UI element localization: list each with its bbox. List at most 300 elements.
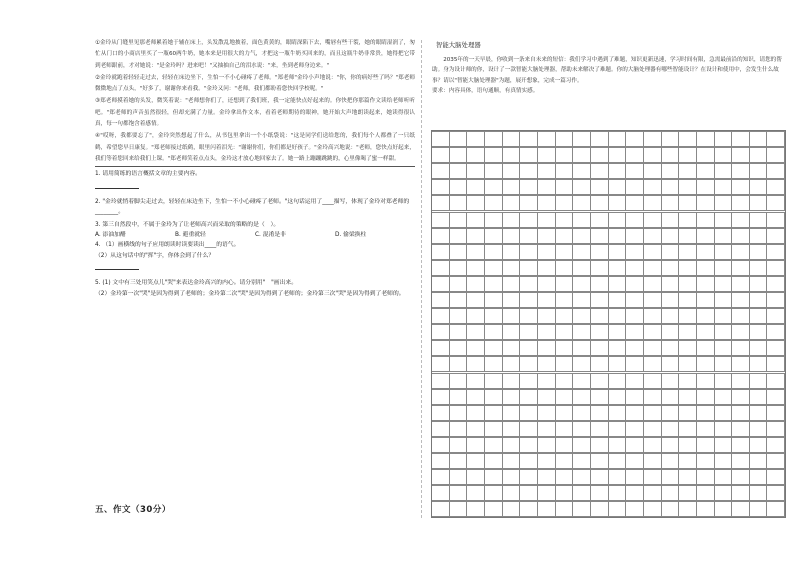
grid-cell[interactable] (485, 389, 503, 405)
grid-cell[interactable] (538, 389, 556, 405)
grid-cell[interactable] (503, 437, 521, 453)
grid-cell[interactable] (644, 389, 662, 405)
grid-cell[interactable] (715, 244, 733, 260)
composition-grid[interactable] (431, 130, 786, 518)
grid-cell[interactable] (591, 324, 609, 340)
grid-cell[interactable] (697, 356, 715, 372)
grid-cell[interactable] (503, 453, 521, 469)
grid-cell[interactable] (644, 421, 662, 437)
grid-cell[interactable] (485, 260, 503, 276)
grid-cell[interactable] (767, 131, 785, 147)
grid-cell[interactable] (767, 163, 785, 179)
grid-cell[interactable] (644, 469, 662, 485)
grid-cell[interactable] (679, 292, 697, 308)
grid-cell[interactable] (732, 405, 750, 421)
grid-cell[interactable] (520, 340, 538, 356)
grid-cell[interactable] (609, 131, 627, 147)
grid-cell[interactable] (679, 308, 697, 324)
grid-cell[interactable] (467, 228, 485, 244)
grid-cell[interactable] (573, 324, 591, 340)
grid-cell[interactable] (662, 179, 680, 195)
grid-cell[interactable] (697, 453, 715, 469)
grid-cell[interactable] (644, 276, 662, 292)
grid-cell[interactable] (591, 405, 609, 421)
grid-cell[interactable] (609, 276, 627, 292)
grid-cell[interactable] (591, 340, 609, 356)
grid-cell[interactable] (503, 292, 521, 308)
grid-cell[interactable] (662, 212, 680, 228)
grid-cell[interactable] (503, 163, 521, 179)
grid-cell[interactable] (626, 437, 644, 453)
grid-cell[interactable] (662, 453, 680, 469)
grid-cell[interactable] (432, 195, 450, 211)
grid-cell[interactable] (503, 212, 521, 228)
grid-cell[interactable] (467, 292, 485, 308)
grid-cell[interactable] (467, 373, 485, 389)
grid-cell[interactable] (732, 131, 750, 147)
grid-cell[interactable] (732, 163, 750, 179)
grid-cell[interactable] (662, 501, 680, 517)
grid-cell[interactable] (644, 324, 662, 340)
grid-cell[interactable] (485, 421, 503, 437)
grid-cell[interactable] (644, 437, 662, 453)
grid-cell[interactable] (573, 389, 591, 405)
grid-cell[interactable] (609, 501, 627, 517)
grid-cell[interactable] (715, 437, 733, 453)
grid-cell[interactable] (432, 340, 450, 356)
grid-cell[interactable] (732, 485, 750, 501)
grid-cell[interactable] (697, 212, 715, 228)
grid-cell[interactable] (503, 228, 521, 244)
grid-cell[interactable] (715, 356, 733, 372)
grid-cell[interactable] (626, 308, 644, 324)
grid-cell[interactable] (750, 163, 768, 179)
grid-cell[interactable] (732, 276, 750, 292)
grid-cell[interactable] (732, 324, 750, 340)
grid-cell[interactable] (679, 244, 697, 260)
option-a[interactable]: A. 添油加醋 (95, 232, 126, 239)
grid-cell[interactable] (556, 324, 574, 340)
grid-cell[interactable] (591, 228, 609, 244)
grid-cell[interactable] (503, 421, 521, 437)
grid-cell[interactable] (467, 389, 485, 405)
grid-cell[interactable] (626, 131, 644, 147)
grid-cell[interactable] (732, 469, 750, 485)
grid-cell[interactable] (767, 421, 785, 437)
grid-cell[interactable] (609, 437, 627, 453)
grid-cell[interactable] (538, 147, 556, 163)
grid-cell[interactable] (697, 260, 715, 276)
grid-cell[interactable] (767, 437, 785, 453)
grid-cell[interactable] (538, 421, 556, 437)
grid-cell[interactable] (662, 485, 680, 501)
answer-line-4[interactable] (95, 261, 139, 270)
grid-cell[interactable] (626, 292, 644, 308)
grid-cell[interactable] (573, 260, 591, 276)
grid-cell[interactable] (556, 260, 574, 276)
grid-cell[interactable] (520, 228, 538, 244)
grid-cell[interactable] (485, 437, 503, 453)
grid-cell[interactable] (520, 437, 538, 453)
grid-cell[interactable] (679, 195, 697, 211)
grid-cell[interactable] (450, 228, 468, 244)
grid-cell[interactable] (538, 212, 556, 228)
grid-cell[interactable] (715, 421, 733, 437)
grid-cell[interactable] (485, 485, 503, 501)
grid-cell[interactable] (609, 389, 627, 405)
grid-cell[interactable] (697, 179, 715, 195)
grid-cell[interactable] (679, 179, 697, 195)
grid-cell[interactable] (750, 485, 768, 501)
grid-cell[interactable] (679, 356, 697, 372)
grid-cell[interactable] (609, 405, 627, 421)
grid-cell[interactable] (520, 195, 538, 211)
grid-cell[interactable] (503, 276, 521, 292)
grid-cell[interactable] (450, 469, 468, 485)
grid-cell[interactable] (679, 147, 697, 163)
grid-cell[interactable] (467, 308, 485, 324)
grid-cell[interactable] (538, 469, 556, 485)
grid-cell[interactable] (609, 373, 627, 389)
grid-cell[interactable] (697, 469, 715, 485)
grid-cell[interactable] (715, 340, 733, 356)
grid-cell[interactable] (732, 340, 750, 356)
grid-cell[interactable] (467, 163, 485, 179)
grid-cell[interactable] (467, 485, 485, 501)
grid-cell[interactable] (503, 260, 521, 276)
grid-cell[interactable] (591, 373, 609, 389)
grid-cell[interactable] (679, 228, 697, 244)
grid-cell[interactable] (715, 469, 733, 485)
grid-cell[interactable] (432, 131, 450, 147)
grid-cell[interactable] (503, 147, 521, 163)
grid-cell[interactable] (679, 469, 697, 485)
grid-cell[interactable] (485, 179, 503, 195)
grid-cell[interactable] (626, 260, 644, 276)
grid-cell[interactable] (573, 405, 591, 421)
grid-cell[interactable] (520, 485, 538, 501)
grid-cell[interactable] (573, 292, 591, 308)
grid-cell[interactable] (538, 501, 556, 517)
grid-cell[interactable] (520, 389, 538, 405)
grid-cell[interactable] (715, 163, 733, 179)
grid-cell[interactable] (520, 373, 538, 389)
grid-cell[interactable] (767, 453, 785, 469)
grid-cell[interactable] (732, 389, 750, 405)
grid-cell[interactable] (520, 131, 538, 147)
grid-cell[interactable] (520, 405, 538, 421)
grid-cell[interactable] (715, 228, 733, 244)
grid-cell[interactable] (538, 324, 556, 340)
grid-cell[interactable] (767, 373, 785, 389)
grid-cell[interactable] (767, 276, 785, 292)
grid-cell[interactable] (750, 212, 768, 228)
grid-cell[interactable] (467, 405, 485, 421)
grid-cell[interactable] (556, 131, 574, 147)
grid-cell[interactable] (609, 308, 627, 324)
grid-cell[interactable] (732, 195, 750, 211)
grid-cell[interactable] (609, 228, 627, 244)
grid-cell[interactable] (626, 501, 644, 517)
grid-cell[interactable] (697, 324, 715, 340)
grid-cell[interactable] (450, 453, 468, 469)
grid-cell[interactable] (715, 453, 733, 469)
grid-cell[interactable] (626, 179, 644, 195)
grid-cell[interactable] (679, 485, 697, 501)
grid-cell[interactable] (750, 324, 768, 340)
grid-cell[interactable] (626, 405, 644, 421)
grid-cell[interactable] (450, 389, 468, 405)
grid-cell[interactable] (556, 405, 574, 421)
grid-cell[interactable] (467, 340, 485, 356)
grid-cell[interactable] (485, 405, 503, 421)
grid-cell[interactable] (715, 260, 733, 276)
grid-cell[interactable] (750, 405, 768, 421)
grid-cell[interactable] (679, 340, 697, 356)
grid-cell[interactable] (573, 195, 591, 211)
grid-cell[interactable] (538, 260, 556, 276)
grid-cell[interactable] (767, 469, 785, 485)
grid-cell[interactable] (485, 276, 503, 292)
grid-cell[interactable] (662, 373, 680, 389)
grid-cell[interactable] (715, 292, 733, 308)
grid-cell[interactable] (503, 195, 521, 211)
grid-cell[interactable] (556, 179, 574, 195)
grid-cell[interactable] (644, 356, 662, 372)
grid-cell[interactable] (662, 244, 680, 260)
grid-cell[interactable] (556, 195, 574, 211)
grid-cell[interactable] (591, 389, 609, 405)
grid-cell[interactable] (715, 212, 733, 228)
grid-cell[interactable] (715, 308, 733, 324)
grid-cell[interactable] (556, 389, 574, 405)
grid-cell[interactable] (697, 228, 715, 244)
grid-cell[interactable] (573, 421, 591, 437)
grid-cell[interactable] (573, 276, 591, 292)
grid-cell[interactable] (450, 179, 468, 195)
grid-cell[interactable] (485, 356, 503, 372)
grid-cell[interactable] (450, 292, 468, 308)
grid-cell[interactable] (450, 195, 468, 211)
grid-cell[interactable] (467, 244, 485, 260)
grid-cell[interactable] (503, 373, 521, 389)
grid-cell[interactable] (538, 179, 556, 195)
grid-cell[interactable] (432, 308, 450, 324)
grid-cell[interactable] (750, 276, 768, 292)
grid-cell[interactable] (679, 260, 697, 276)
grid-cell[interactable] (538, 437, 556, 453)
grid-cell[interactable] (520, 276, 538, 292)
grid-cell[interactable] (609, 195, 627, 211)
grid-cell[interactable] (732, 212, 750, 228)
grid-cell[interactable] (450, 131, 468, 147)
grid-cell[interactable] (520, 292, 538, 308)
grid-cell[interactable] (626, 389, 644, 405)
option-b[interactable]: B. 避重就轻 (175, 232, 206, 239)
grid-cell[interactable] (679, 131, 697, 147)
grid-cell[interactable] (644, 212, 662, 228)
grid-cell[interactable] (432, 373, 450, 389)
grid-cell[interactable] (662, 324, 680, 340)
grid-cell[interactable] (520, 324, 538, 340)
grid-cell[interactable] (609, 147, 627, 163)
grid-cell[interactable] (767, 389, 785, 405)
grid-cell[interactable] (750, 292, 768, 308)
grid-cell[interactable] (750, 147, 768, 163)
grid-cell[interactable] (679, 437, 697, 453)
grid-cell[interactable] (520, 308, 538, 324)
grid-cell[interactable] (697, 131, 715, 147)
grid-cell[interactable] (715, 324, 733, 340)
grid-cell[interactable] (538, 405, 556, 421)
grid-cell[interactable] (767, 356, 785, 372)
grid-cell[interactable] (767, 147, 785, 163)
grid-cell[interactable] (591, 501, 609, 517)
grid-cell[interactable] (591, 308, 609, 324)
grid-cell[interactable] (679, 501, 697, 517)
grid-cell[interactable] (520, 501, 538, 517)
grid-cell[interactable] (662, 340, 680, 356)
grid-cell[interactable] (750, 437, 768, 453)
grid-cell[interactable] (432, 485, 450, 501)
grid-cell[interactable] (750, 260, 768, 276)
grid-cell[interactable] (538, 340, 556, 356)
grid-cell[interactable] (591, 276, 609, 292)
grid-cell[interactable] (503, 405, 521, 421)
grid-cell[interactable] (697, 276, 715, 292)
grid-cell[interactable] (626, 195, 644, 211)
grid-cell[interactable] (450, 421, 468, 437)
grid-cell[interactable] (750, 421, 768, 437)
grid-cell[interactable] (450, 373, 468, 389)
grid-cell[interactable] (609, 453, 627, 469)
option-c[interactable]: C. 混淆是非 (255, 232, 286, 239)
grid-cell[interactable] (767, 485, 785, 501)
grid-cell[interactable] (644, 485, 662, 501)
grid-cell[interactable] (609, 485, 627, 501)
grid-cell[interactable] (662, 195, 680, 211)
grid-cell[interactable] (715, 501, 733, 517)
grid-cell[interactable] (662, 163, 680, 179)
grid-cell[interactable] (750, 340, 768, 356)
answer-line-1[interactable] (95, 180, 139, 189)
grid-cell[interactable] (573, 308, 591, 324)
grid-cell[interactable] (767, 195, 785, 211)
grid-cell[interactable] (503, 469, 521, 485)
grid-cell[interactable] (644, 373, 662, 389)
grid-cell[interactable] (644, 244, 662, 260)
grid-cell[interactable] (538, 308, 556, 324)
grid-cell[interactable] (626, 469, 644, 485)
grid-cell[interactable] (556, 501, 574, 517)
grid-cell[interactable] (679, 373, 697, 389)
grid-cell[interactable] (626, 163, 644, 179)
grid-cell[interactable] (697, 244, 715, 260)
grid-cell[interactable] (591, 485, 609, 501)
grid-cell[interactable] (573, 244, 591, 260)
grid-cell[interactable] (662, 308, 680, 324)
grid-cell[interactable] (732, 260, 750, 276)
grid-cell[interactable] (450, 244, 468, 260)
grid-cell[interactable] (644, 147, 662, 163)
grid-cell[interactable] (556, 340, 574, 356)
grid-cell[interactable] (767, 340, 785, 356)
grid-cell[interactable] (573, 501, 591, 517)
grid-cell[interactable] (591, 195, 609, 211)
grid-cell[interactable] (591, 292, 609, 308)
grid-cell[interactable] (538, 485, 556, 501)
grid-cell[interactable] (662, 276, 680, 292)
grid-cell[interactable] (556, 308, 574, 324)
grid-cell[interactable] (679, 163, 697, 179)
grid-cell[interactable] (662, 292, 680, 308)
grid-cell[interactable] (432, 501, 450, 517)
grid-cell[interactable] (503, 356, 521, 372)
grid-cell[interactable] (450, 308, 468, 324)
grid-cell[interactable] (556, 228, 574, 244)
grid-cell[interactable] (538, 244, 556, 260)
grid-cell[interactable] (450, 324, 468, 340)
grid-cell[interactable] (467, 469, 485, 485)
grid-cell[interactable] (556, 373, 574, 389)
grid-cell[interactable] (679, 453, 697, 469)
grid-cell[interactable] (626, 373, 644, 389)
grid-cell[interactable] (767, 260, 785, 276)
grid-cell[interactable] (467, 324, 485, 340)
grid-cell[interactable] (467, 260, 485, 276)
grid-cell[interactable] (644, 308, 662, 324)
grid-cell[interactable] (644, 195, 662, 211)
grid-cell[interactable] (503, 131, 521, 147)
grid-cell[interactable] (626, 356, 644, 372)
grid-cell[interactable] (591, 437, 609, 453)
grid-cell[interactable] (591, 147, 609, 163)
grid-cell[interactable] (644, 405, 662, 421)
grid-cell[interactable] (697, 485, 715, 501)
grid-cell[interactable] (432, 212, 450, 228)
grid-cell[interactable] (432, 179, 450, 195)
grid-cell[interactable] (573, 163, 591, 179)
grid-cell[interactable] (644, 179, 662, 195)
grid-cell[interactable] (485, 147, 503, 163)
grid-cell[interactable] (556, 163, 574, 179)
grid-cell[interactable] (679, 389, 697, 405)
grid-cell[interactable] (767, 292, 785, 308)
grid-cell[interactable] (467, 276, 485, 292)
grid-cell[interactable] (538, 453, 556, 469)
grid-cell[interactable] (573, 131, 591, 147)
grid-cell[interactable] (767, 501, 785, 517)
grid-cell[interactable] (644, 292, 662, 308)
grid-cell[interactable] (467, 195, 485, 211)
grid-cell[interactable] (573, 469, 591, 485)
grid-cell[interactable] (556, 356, 574, 372)
grid-cell[interactable] (662, 405, 680, 421)
grid-cell[interactable] (503, 485, 521, 501)
grid-cell[interactable] (485, 469, 503, 485)
grid-cell[interactable] (626, 485, 644, 501)
grid-cell[interactable] (573, 340, 591, 356)
grid-cell[interactable] (767, 179, 785, 195)
grid-cell[interactable] (520, 453, 538, 469)
grid-cell[interactable] (767, 228, 785, 244)
grid-cell[interactable] (485, 244, 503, 260)
grid-cell[interactable] (626, 228, 644, 244)
grid-cell[interactable] (556, 421, 574, 437)
grid-cell[interactable] (697, 421, 715, 437)
grid-cell[interactable] (520, 179, 538, 195)
grid-cell[interactable] (750, 373, 768, 389)
